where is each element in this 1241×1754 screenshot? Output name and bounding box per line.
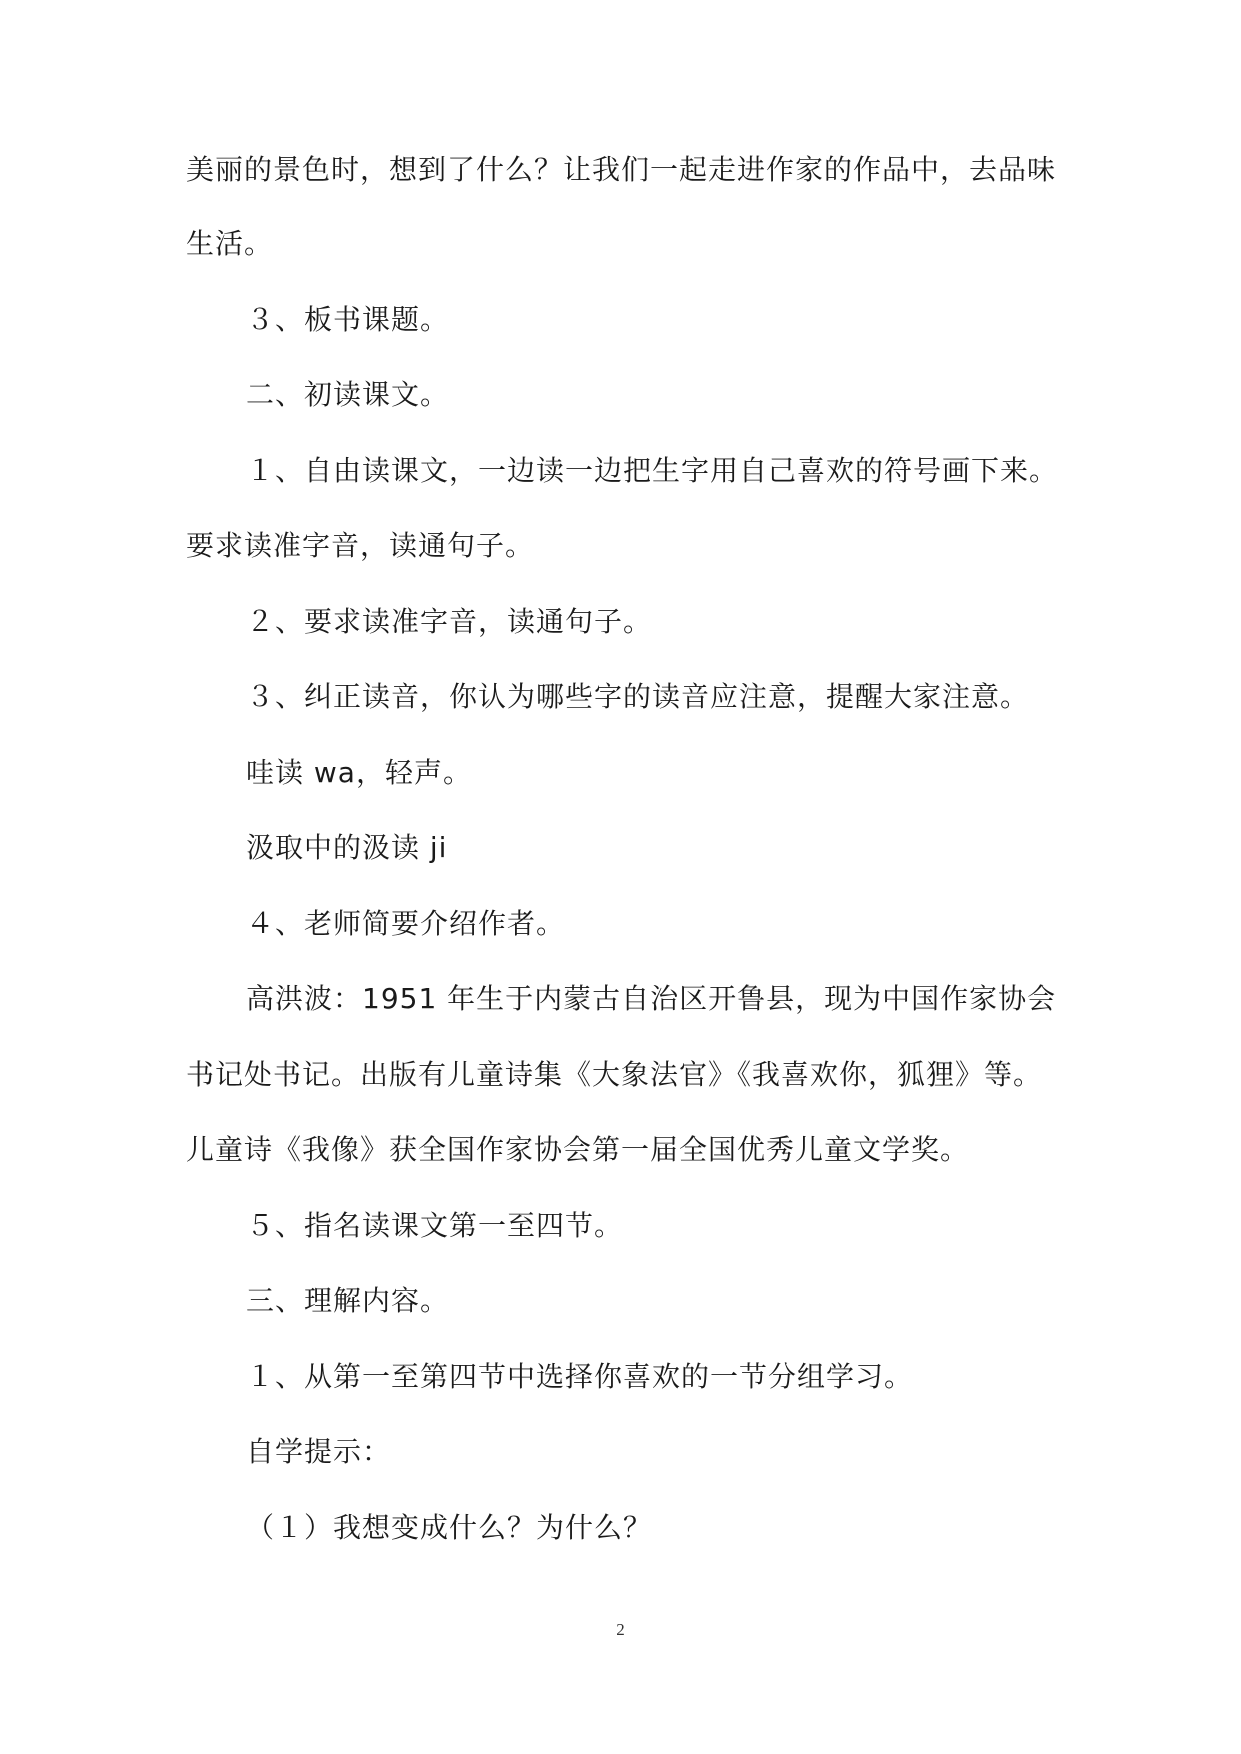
text-line: １、从第一至第四节中选择你喜欢的一节分组学习。 bbox=[246, 1360, 914, 1393]
page-number: 2 bbox=[616, 1620, 625, 1639]
text-line: １、自由读课文，一边读一边把生字用自己喜欢的符号画下来。 bbox=[246, 454, 1059, 487]
text-line: 高洪波：1951 年生于内蒙古自治区开鲁县，现为中国作家协会 bbox=[246, 982, 1057, 1015]
text-line: ４、老师简要介绍作者。 bbox=[246, 907, 566, 940]
text-line: 生活。 bbox=[186, 227, 274, 260]
text-line: ３、纠正读音，你认为哪些字的读音应注意，提醒大家注意。 bbox=[246, 680, 1030, 713]
text-line: （１）我想变成什么？为什么？ bbox=[246, 1511, 653, 1544]
section-heading: 二、初读课文。 bbox=[246, 378, 450, 411]
text-line: 自学提示： bbox=[246, 1435, 392, 1468]
text-line: 书记处书记。出版有儿童诗集《大象法官》《我喜欢你，狐狸》等。 bbox=[186, 1058, 1043, 1091]
text-line: 哇读 wa，轻声。 bbox=[246, 756, 472, 789]
text-line: ３、板书课题。 bbox=[246, 303, 450, 336]
text-line: 汲取中的汲读 ji bbox=[246, 831, 448, 864]
text-line: 美丽的景色时，想到了什么？让我们一起走进作家的作品中，去品味 bbox=[186, 153, 1057, 186]
section-heading: 三、理解内容。 bbox=[246, 1284, 450, 1317]
text-line: ２、要求读准字音，读通句子。 bbox=[246, 605, 653, 638]
text-line: 要求读准字音，读通句子。 bbox=[186, 529, 535, 562]
text-line: ５、指名读课文第一至四节。 bbox=[246, 1209, 624, 1242]
text-line: 儿童诗《我像》获全国作家协会第一届全国优秀儿童文学奖。 bbox=[186, 1133, 970, 1166]
